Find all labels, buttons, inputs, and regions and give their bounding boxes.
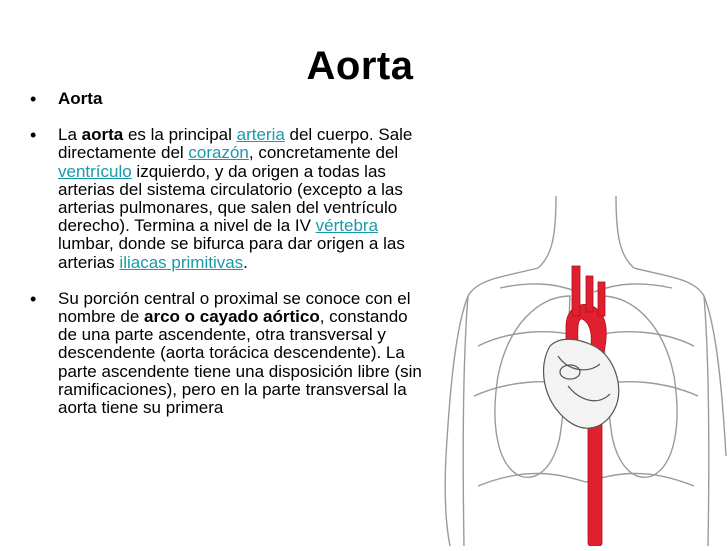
- heart-outline: [544, 339, 619, 428]
- neck-left-outline: [538, 196, 556, 268]
- text-run: lumbar, donde se bifurca para dar origen a las arterias: [58, 234, 405, 272]
- link-iliacas-primitivas[interactable]: iliacas primitivas: [119, 252, 244, 272]
- text-run: , constando de una parte ascendente, otra transversal y descendente (aorta torácica descendente). La parte ascendente tiene una disposición libre (sin ramificaciones), pero en la parte transversal la aorta tiene su primera: [58, 307, 422, 418]
- bullet-list: [30, 90, 430, 435]
- brachiocephalic-branch: [572, 266, 580, 316]
- torso-right-outline: [634, 268, 726, 456]
- link-corazon[interactable]: corazón: [188, 143, 249, 163]
- neck-right-outline: [616, 196, 634, 268]
- text-run: Su porción central o proximal se conoce con el nombre de: [58, 288, 411, 327]
- bullet-dot-icon: •: [30, 288, 37, 309]
- bullet-dot-icon: •: [30, 89, 37, 109]
- aorta-anatomy-figure: [438, 196, 728, 546]
- text-run: del cuerpo. Sale directamente del: [58, 125, 413, 163]
- bullet-text: Aorta: [58, 89, 103, 108]
- text-run: La: [58, 125, 82, 145]
- right-clavicle: [594, 284, 672, 292]
- torso-aorta-illustration-icon: [438, 196, 728, 546]
- rib-line: [594, 332, 694, 346]
- link-arteria[interactable]: arteria: [236, 125, 285, 145]
- right-arm-outline: [704, 296, 709, 546]
- bullet-item-aorta: [30, 90, 430, 108]
- left-arm-outline: [463, 296, 468, 546]
- bold-term: aorta: [81, 125, 124, 145]
- slide-title: Aorta: [306, 44, 414, 88]
- bullet-paragraph: [58, 126, 430, 272]
- text-run: es la principal: [123, 125, 237, 145]
- link-ventriculo[interactable]: ventrículo: [58, 161, 132, 181]
- bullet-item-arco: [30, 290, 430, 417]
- bullet-dot-icon: •: [30, 125, 37, 146]
- bullet-item-description: [30, 126, 430, 272]
- left-clavicle: [500, 284, 578, 292]
- bold-term: arco o cayado aórtico: [144, 307, 320, 327]
- carotid-branch: [586, 276, 593, 312]
- text-run: , concretamente del: [248, 143, 399, 163]
- link-vertebra[interactable]: vértebra: [315, 216, 379, 236]
- diaphragm-outline: [478, 473, 694, 486]
- bullet-paragraph: [58, 290, 430, 417]
- text-run: .: [243, 252, 248, 272]
- text-run: izquierdo, y da origen a todas las arterias del sistema circulatorio (excepto a las arterias pulmonares, que salen del ventrículo derecho). Termina a nivel de la IV: [58, 161, 403, 236]
- torso-left-outline: [445, 268, 538, 546]
- subclavian-branch: [598, 282, 605, 316]
